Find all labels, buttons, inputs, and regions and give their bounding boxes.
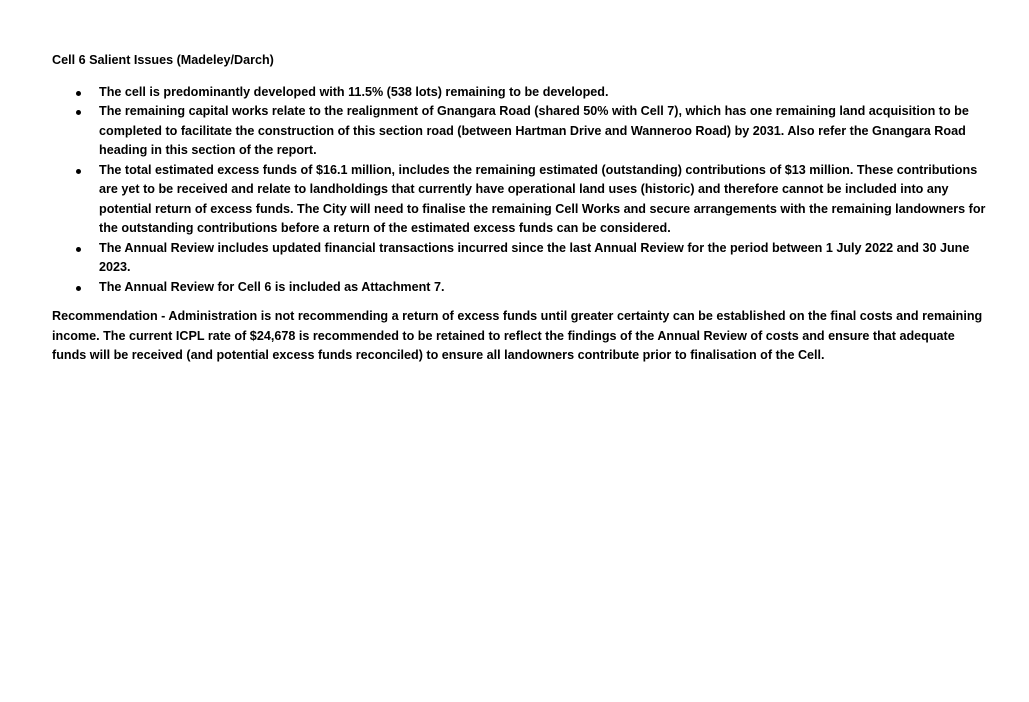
section-heading: Cell 6 Salient Issues (Madeley/Darch)	[52, 53, 274, 67]
list-item-text: The Annual Review for Cell 6 is included as Attachment 7.	[99, 279, 445, 294]
list-item	[52, 278, 987, 298]
bullet-icon	[76, 91, 81, 96]
list-item	[52, 239, 987, 278]
list-item-text: The Annual Review includes updated financial transactions incurred since the last Annual Review for the period between 1 July 2022 and 30 June 2023.	[99, 240, 970, 274]
recommendation-paragraph: Recommendation - Administration is not recommending a return of excess funds until greater certainty can be established on the final costs and remaining income. The current ICPL rate of $24,678 is recommended to be retained to reflect the findings of the Annual Review of costs and ensure that adequate funds will be received (and potential excess funds reconciled) to ensure all landowners contribute prior to finalisation of the Cell.	[52, 309, 983, 362]
bullet-icon	[76, 110, 81, 115]
list-item-text: The total estimated excess funds of $16.1 million, includes the remaining estimated (outstanding) contributions of $13 million. These contributions are yet to be received and relate to landholdings that currently have operational land uses (historic) and therefore cannot be included into any potential return of excess funds. The City will need to finalise the remaining Cell Works and secure arrangements with the remaining landowners for the outstanding contributions before a return of the estimated excess funds can be considered.	[99, 162, 986, 235]
bullet-icon	[76, 169, 81, 174]
list-item-text: The cell is predominantly developed with 11.5% (538 lots) remaining to be developed.	[99, 84, 609, 99]
list-item	[52, 161, 987, 239]
bullet-icon	[76, 247, 81, 252]
bullet-icon	[76, 286, 81, 291]
salient-issues-list	[52, 83, 987, 298]
list-item	[52, 83, 987, 103]
list-item-text: The remaining capital works relate to the realignment of Gnangara Road (shared 50% with Cell 7), which has one remaining land acquisition to be completed to facilitate the construction of this section road (between Hartman Drive and Wanneroo Road) by 2031. Also refer the Gnangara Road heading in this section of the report.	[99, 104, 969, 157]
list-item	[52, 102, 987, 161]
document-page	[52, 51, 987, 366]
